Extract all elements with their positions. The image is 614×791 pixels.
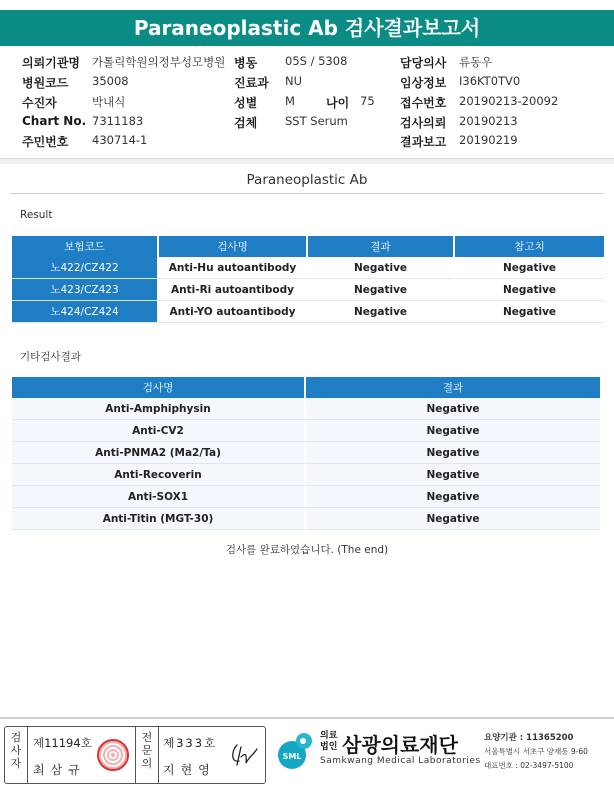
report-footer (0, 723, 614, 791)
signature-mark (227, 737, 261, 771)
result-cell: Negative (306, 442, 600, 464)
test-name-cell: Anti-SOX1 (12, 486, 306, 508)
result-cell: Negative (306, 486, 600, 508)
doctor-label: 담당의사 (400, 56, 447, 70)
org-phone: 대표번호 : 02-3497-5100 (484, 761, 574, 770)
test-request-label: 검사의뢰 (400, 116, 447, 130)
insurance-code-cell: 노423/CZ423 (12, 279, 159, 301)
result-cell: Negative (306, 464, 600, 486)
org-address: 서울특별시 서초구 양재동 9-60 (484, 747, 588, 756)
clinical-info-value: I36KT0TV0 (459, 74, 521, 88)
logo-text: SML (282, 752, 302, 761)
signature-box-divider (158, 727, 159, 783)
header-result: 결과 (306, 377, 600, 398)
sml-logo-icon (272, 729, 316, 773)
header-result: 결과 (308, 236, 455, 257)
examiner-label (7, 731, 25, 770)
result-cell: Negative (306, 420, 600, 442)
reference-cell: Negative (455, 279, 604, 301)
official-stamp (97, 739, 129, 771)
document-title: Paraneoplastic Ab (10, 166, 604, 194)
org-english-name: Samkwang Medical Laboratories (320, 756, 481, 766)
result-cell: Negative (308, 279, 455, 301)
patient-label: 수진자 (22, 96, 57, 110)
insurance-code-cell: 노424/CZ424 (12, 301, 159, 323)
primary-result-table (12, 236, 604, 323)
test-name-cell: Anti-Ri autoantibody (159, 279, 308, 301)
table-header-row (12, 377, 600, 398)
org-name: 삼광의료재단 (342, 733, 458, 757)
examiner-license: 제11194호 (33, 736, 92, 750)
specialist-label (138, 731, 156, 770)
doctor-value: 류동우 (459, 55, 493, 69)
result-cell: Negative (306, 398, 600, 420)
table-row (12, 420, 600, 442)
table-row (12, 486, 600, 508)
patient-value: 박내식 (92, 95, 126, 109)
specialist-license: 제333호 (163, 736, 218, 750)
header-test-name: 검사명 (159, 236, 308, 257)
requesting-institution-label: 의뢰기관명 (22, 56, 80, 70)
table-row (12, 279, 604, 301)
age-value: 75 (360, 94, 375, 108)
header-test-name: 검사명 (12, 377, 306, 398)
patient-info-section (0, 50, 614, 158)
org-prefix (320, 731, 337, 753)
test-name-cell: Anti-PNMA2 (Ma2/Ta) (12, 442, 306, 464)
receipt-no-label: 접수번호 (400, 96, 447, 110)
sex-label: 성별 (234, 96, 258, 110)
header-insurance-code: 보험코드 (12, 236, 159, 257)
department-label: 진료과 (234, 76, 269, 90)
result-cell: Negative (308, 301, 455, 323)
resident-no-value: 430714-1 (92, 133, 148, 147)
report-title: Paraneoplastic Ab 검사결과보고서 (0, 10, 614, 46)
other-result-table (12, 377, 600, 530)
examiner-name: 최삼규 (33, 763, 86, 777)
result-report-value: 20190219 (459, 133, 518, 147)
test-name-cell: Anti-Amphiphysin (12, 398, 306, 420)
section-divider (0, 158, 614, 164)
chart-no-label: Chart No. (22, 114, 87, 128)
examiner-label-text: 검사자 (10, 731, 22, 770)
specimen-label: 검체 (234, 116, 258, 130)
table-row (12, 257, 604, 279)
test-name-cell: Anti-Recoverin (12, 464, 306, 486)
test-name-cell: Anti-CV2 (12, 420, 306, 442)
result-cell: Negative (308, 257, 455, 279)
result-document (10, 166, 604, 706)
specimen-value: SST Serum (285, 114, 348, 128)
ward-value: 05S / 5308 (285, 54, 348, 68)
test-name-cell: Anti-Titin (MGT-30) (12, 508, 306, 530)
requesting-institution-value: 가톨릭학원의정부성모병원 (92, 55, 226, 69)
signature-box-divider (27, 727, 28, 783)
hospital-code-label: 병원코드 (22, 76, 69, 90)
end-of-report-text: 검사를 완료하였습니다. (The end) (225, 544, 389, 556)
table-row (12, 442, 600, 464)
sex-value: M (285, 94, 295, 108)
org-prefix-line-1: 의료 (320, 731, 338, 741)
test-name-cell: Anti-YO autoantibody (159, 301, 308, 323)
specialist-label-text: 전문의 (141, 731, 153, 770)
table-header-row (12, 236, 604, 257)
test-name-cell: Anti-Hu autoantibody (159, 257, 308, 279)
department-value: NU (285, 74, 303, 88)
org-prefix-line-2: 법인 (320, 742, 338, 752)
result-cell: Negative (306, 508, 600, 530)
result-section-label: Result (20, 209, 53, 221)
hospital-code-value: 35008 (92, 74, 129, 88)
reference-cell: Negative (455, 257, 604, 279)
test-request-value: 20190213 (459, 114, 518, 128)
receipt-no-value: 20190213-20092 (459, 94, 559, 108)
reference-cell: Negative (455, 301, 604, 323)
clinical-info-label: 임상정보 (400, 76, 447, 90)
signature-box-divider (135, 727, 136, 783)
ward-label: 병동 (234, 56, 258, 70)
age-label: 나이 (326, 96, 350, 110)
specialist-name: 지현영 (163, 763, 216, 777)
table-row (12, 464, 600, 486)
table-row (12, 508, 600, 530)
chart-no-value: 7311183 (92, 114, 144, 128)
signature-box (4, 726, 266, 784)
other-tests-label: 기타검사결과 (20, 351, 81, 363)
footer-divider (0, 717, 614, 719)
header-reference: 참고치 (455, 236, 604, 257)
result-report-label: 결과보고 (400, 135, 447, 149)
resident-no-label: 주민번호 (22, 135, 69, 149)
org-code: 요양기관 : 11365200 (484, 733, 574, 743)
insurance-code-cell: 노422/CZ422 (12, 257, 159, 279)
table-row (12, 398, 600, 420)
table-row (12, 301, 604, 323)
